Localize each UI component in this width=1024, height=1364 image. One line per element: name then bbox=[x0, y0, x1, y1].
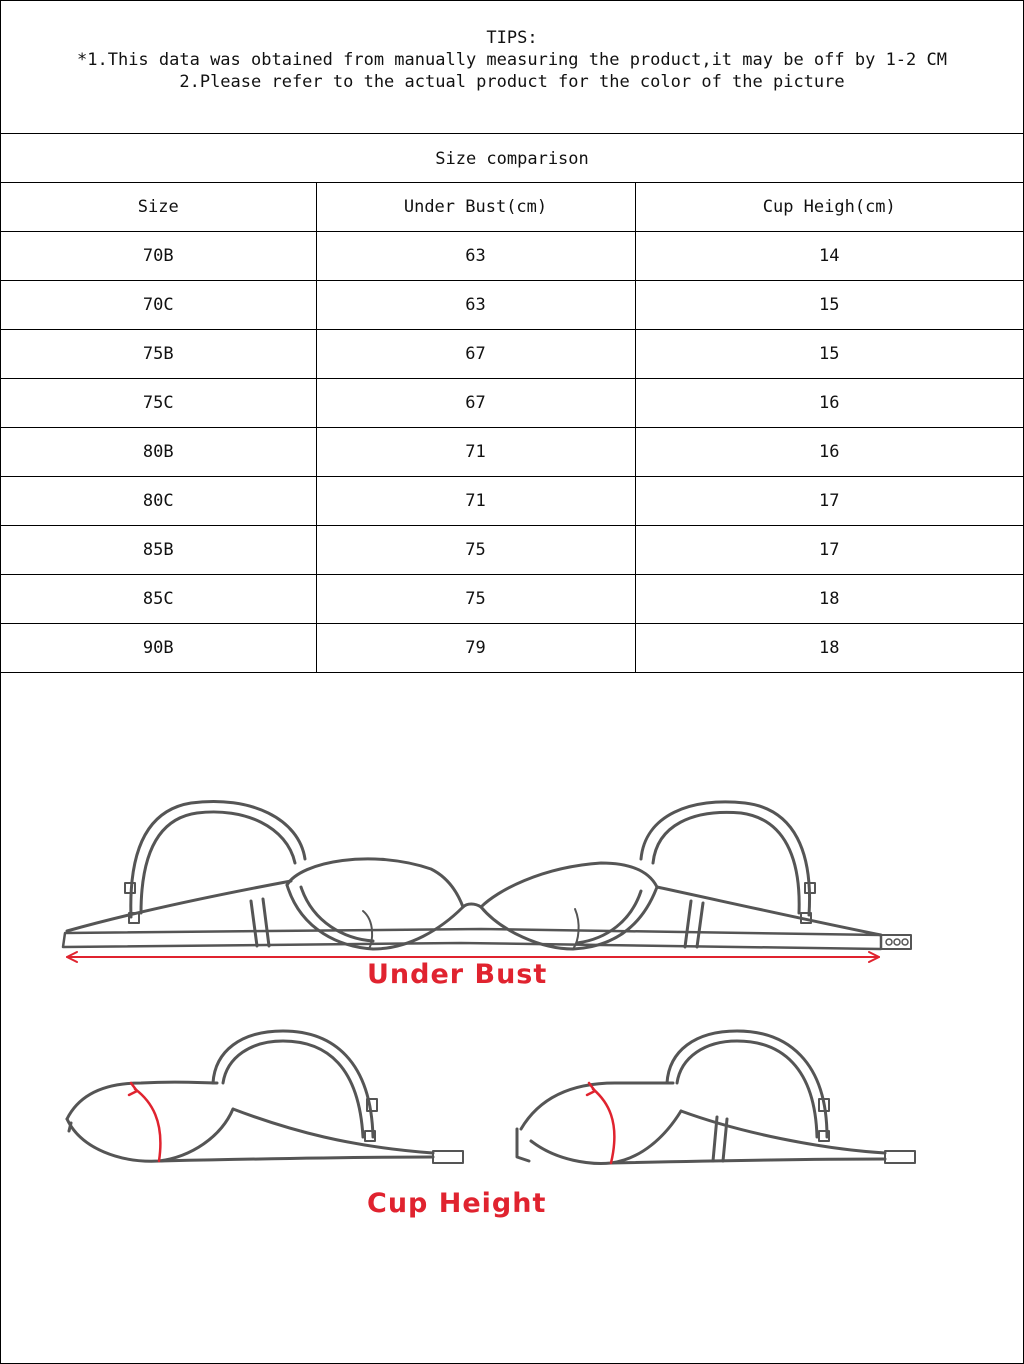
side-view-bra-left bbox=[67, 1031, 463, 1163]
cell-under-bust: 79 bbox=[316, 624, 635, 673]
cell-under-bust: 67 bbox=[316, 330, 635, 379]
column-header-under-bust: Under Bust(cm) bbox=[316, 183, 635, 232]
cell-size: 75C bbox=[1, 379, 316, 428]
cell-size: 85C bbox=[1, 575, 316, 624]
table-header-row bbox=[1, 183, 1023, 232]
table-row bbox=[1, 526, 1023, 575]
cell-cup-height: 17 bbox=[635, 526, 1023, 575]
cell-size: 80B bbox=[1, 428, 316, 477]
tips-line-2: 2.Please refer to the actual product for the color of the picture bbox=[179, 72, 845, 92]
cell-under-bust: 63 bbox=[316, 281, 635, 330]
tips-section bbox=[1, 1, 1023, 134]
column-header-size: Size bbox=[1, 183, 316, 232]
front-view-bra bbox=[63, 801, 911, 949]
cup-height-measure-right bbox=[587, 1083, 614, 1163]
side-view-bra-right bbox=[517, 1031, 915, 1163]
cup-height-label: Cup Height bbox=[367, 1188, 547, 1219]
cell-size: 70C bbox=[1, 281, 316, 330]
cell-size: 85B bbox=[1, 526, 316, 575]
cell-size: 70B bbox=[1, 232, 316, 281]
cell-size: 80C bbox=[1, 477, 316, 526]
cell-cup-height: 16 bbox=[635, 428, 1023, 477]
cell-cup-height: 16 bbox=[635, 379, 1023, 428]
table-row bbox=[1, 379, 1023, 428]
cell-cup-height: 15 bbox=[635, 281, 1023, 330]
cell-under-bust: 71 bbox=[316, 477, 635, 526]
size-table bbox=[1, 183, 1023, 673]
under-bust-label: Under Bust bbox=[367, 959, 548, 990]
cell-cup-height: 15 bbox=[635, 330, 1023, 379]
table-row bbox=[1, 428, 1023, 477]
cell-under-bust: 75 bbox=[316, 575, 635, 624]
table-row bbox=[1, 477, 1023, 526]
column-header-cup-height: Cup Heigh(cm) bbox=[635, 183, 1023, 232]
cell-cup-height: 17 bbox=[635, 477, 1023, 526]
cell-cup-height: 18 bbox=[635, 575, 1023, 624]
tips-line-1: *1.This data was obtained from manually measuring the product,it may be off by 1-2 CM bbox=[77, 50, 947, 70]
measurement-diagram bbox=[1, 691, 1023, 1251]
table-row bbox=[1, 575, 1023, 624]
cup-height-measure-left bbox=[129, 1083, 160, 1161]
cell-under-bust: 63 bbox=[316, 232, 635, 281]
table-row bbox=[1, 624, 1023, 673]
tips-heading: TIPS: bbox=[486, 28, 538, 48]
cell-under-bust: 75 bbox=[316, 526, 635, 575]
table-title: Size comparison bbox=[1, 134, 1023, 183]
cell-cup-height: 14 bbox=[635, 232, 1023, 281]
table-row bbox=[1, 232, 1023, 281]
cell-size: 75B bbox=[1, 330, 316, 379]
cell-under-bust: 67 bbox=[316, 379, 635, 428]
cell-under-bust: 71 bbox=[316, 428, 635, 477]
cell-size: 90B bbox=[1, 624, 316, 673]
table-row bbox=[1, 330, 1023, 379]
table-row bbox=[1, 281, 1023, 330]
cell-cup-height: 18 bbox=[635, 624, 1023, 673]
